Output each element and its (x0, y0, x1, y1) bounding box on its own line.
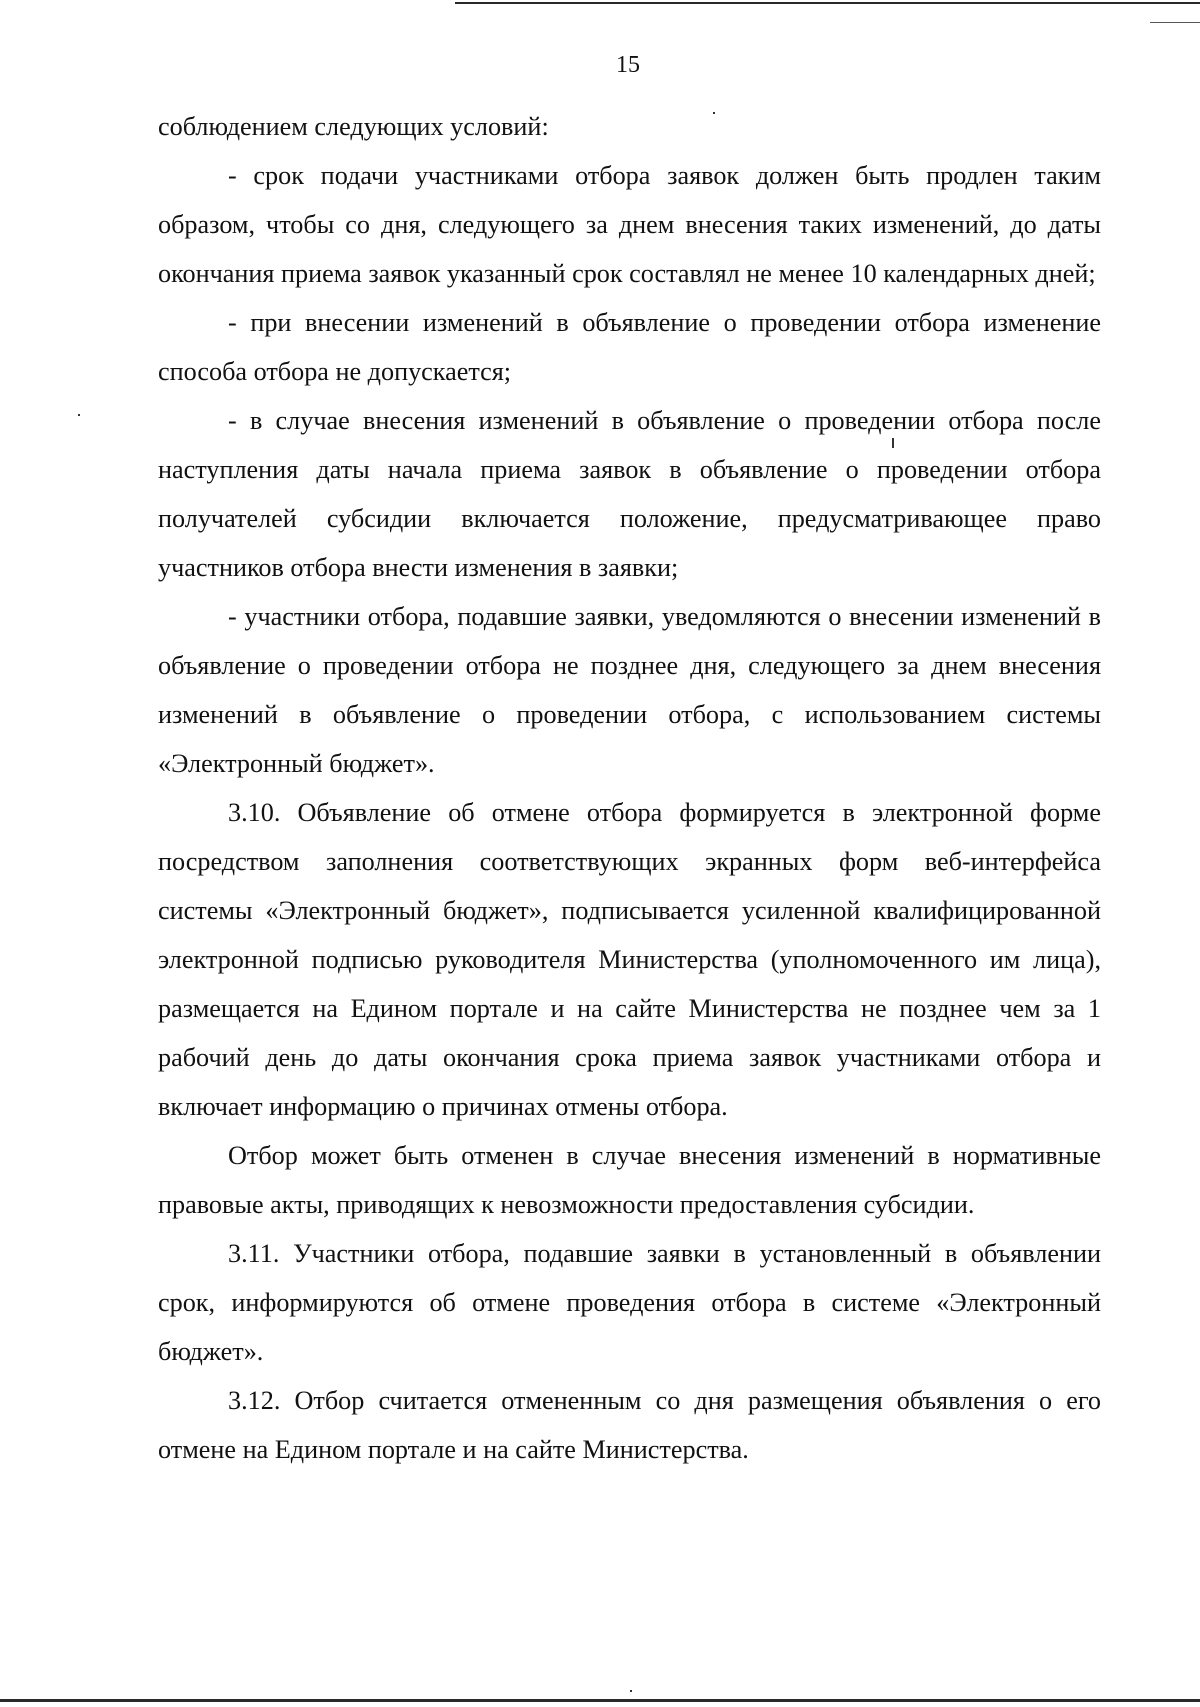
paragraph-section-3-11: 3.11. Участники отбора, подавшие заявки в установленный в объявлении срок, информируются об отмене проведения отбора в системе «Электронный бюджет». (158, 1239, 1101, 1366)
paragraph-section-3-12: 3.12. Отбор считается отмененным со дня размещения объявления о его отмене на Едином портале и на сайте Министерства. (158, 1386, 1101, 1464)
paragraph-bullet-method-unchanged: - при внесении изменений в объявление о проведении отбора изменение способа отбора не допускается; (158, 308, 1101, 386)
paragraph-section-3-10: 3.10. Объявление об отмене отбора формируется в электронной форме посредством заполнения соответствующих экранных форм веб-интерфейса системы «Электронный бюджет», подписывается усиленной квалифицированной электронной подписью руководителя Министерства (уполномоченного им лица), размещается на Едином портале и на сайте Министерства не позднее чем за 1 рабочий день до даты окончания срока приема заявок участниками отбора и включает информацию о причинах отмены отбора. (158, 798, 1101, 1121)
document-body (158, 102, 1101, 1474)
scan-speck (78, 414, 80, 416)
paragraph-bullet-change-applications: - в случае внесения изменений в объявление о проведении отбора после наступления даты начала приема заявок в объявление о проведении отбора получателей субсидии включается положение, предусматривающее право участников отбора внести изменения в заявки; (158, 406, 1101, 582)
paragraph-bullet-deadline-extension: - срок подачи участниками отбора заявок должен быть продлен таким образом, чтобы со дня, следующего за днем внесения таких изменений, до даты окончания приема заявок указанный срок составлял не менее 10 календарных дней; (158, 161, 1101, 288)
paragraph-cancel-reason: Отбор может быть отменен в случае внесения изменений в нормативные правовые акты, приводящих к невозможности предоставления субсидии. (158, 1141, 1101, 1219)
paragraph-bullet-notification: - участники отбора, подавшие заявки, уведомляются о внесении изменений в объявление о проведении отбора не позднее дня, следующего за днем внесения изменений в объявление о проведении отбора, с использованием системы «Электронный бюджет». (158, 602, 1101, 778)
scan-edge-top-right (1150, 22, 1200, 23)
scan-speck (630, 1690, 632, 1692)
paragraph-continuation: соблюдением следующих условий: (158, 112, 549, 141)
scan-edge-top (455, 2, 1200, 4)
scan-speck (713, 112, 715, 114)
scan-edge-bottom (0, 1699, 1200, 1702)
page-number: 15 (616, 52, 640, 78)
scan-speck (892, 438, 894, 448)
